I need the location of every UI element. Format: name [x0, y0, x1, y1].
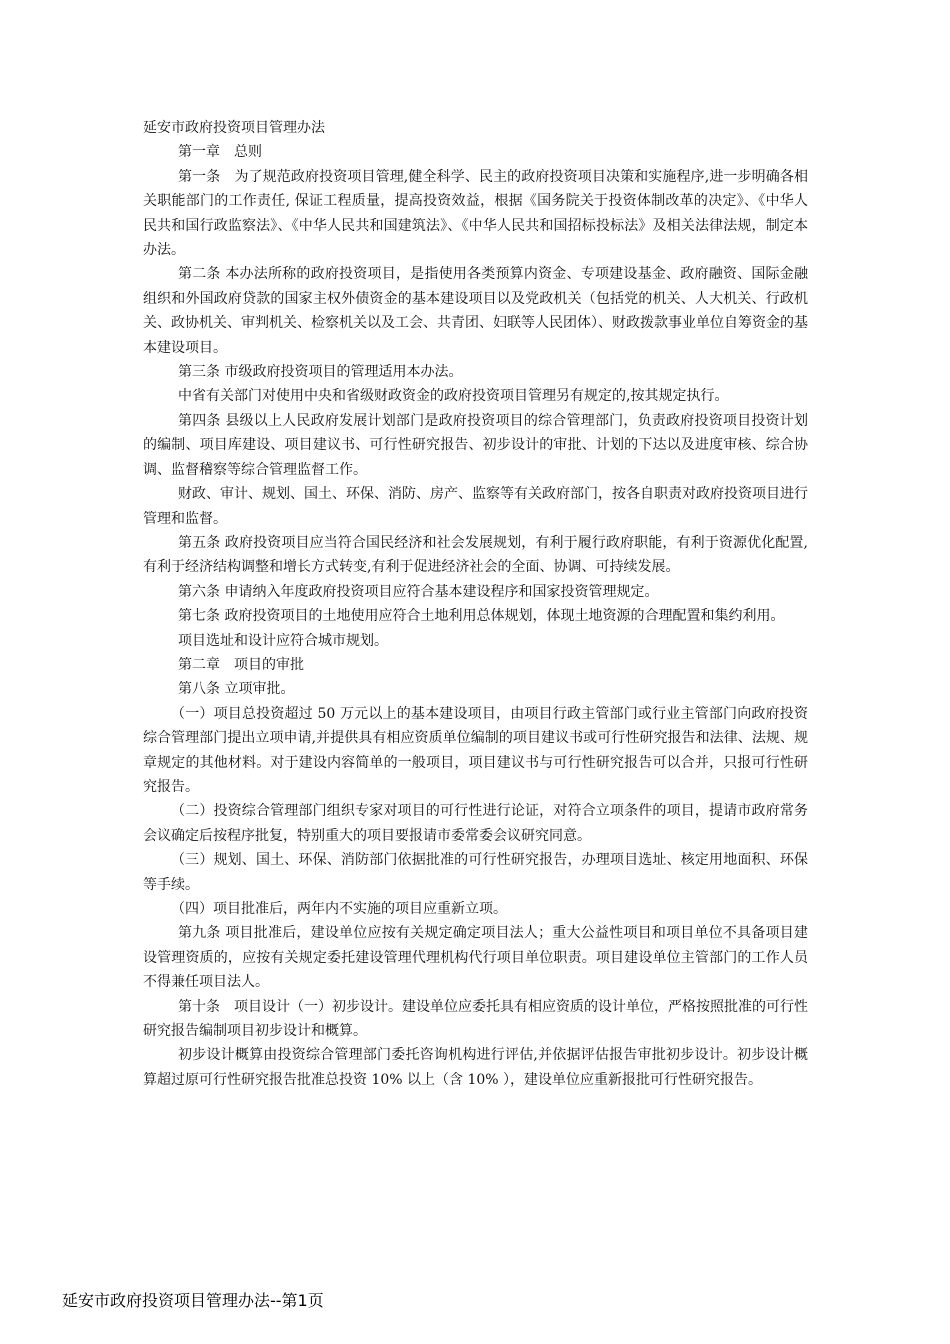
- paragraph: 初步设计概算由投资综合管理部门委托咨询机构进行评估,并依据评估报告审批初步设计。初步设计概算超过原可行性研究报告批准总投资 10% 以上（含 10% ），建设单位应重新报批可行性研究报告。: [143, 1047, 808, 1088]
- page-footer: 延安市政府投资项目管理办法--第1页: [62, 1291, 324, 1310]
- paragraph: 第八条 立项审批。: [178, 681, 295, 698]
- paragraph: 第五条 政府投资项目应当符合国民经济和社会发展规划，有利于履行政府职能，有利于资源优化配置,有利于经济结构调整和增长方式转变,有利于促进经济社会的全面、协调、可持续发展。: [143, 534, 808, 576]
- paragraph: 第六条 申请纳入年度政府投资项目应符合基本建设程序和国家投资管理规定。: [178, 583, 659, 600]
- document-title: 延安市政府投资项目管理办法: [143, 120, 325, 136]
- paragraph: 第三条 市级政府投资项目的管理适用本办法。: [178, 364, 463, 381]
- paragraph: 第一条 为了规范政府投资项目管理,健全科学、民主的政府投资项目决策和实施程序,进一步明确各相关职能部门的工作责任, 保证工程质量，提高投资效益，根据《国务院关于投资体制改革的决定》、《中华人民共和国行政监察法》、《中华人民共和国建筑法》、《中华人民共和国招标投标法》及相关法律法规，制定本办法。: [143, 168, 808, 259]
- paragraph: 第十条 项目设计（一）初步设计。建设单位应委托具有相应资质的设计单位，严格按照批准的可行性研究报告编制项目初步设计和概算。: [143, 998, 808, 1040]
- paragraph: 第九条 项目批准后，建设单位应按有关规定确定项目法人；重大公益性项目和项目单位不具备项目建设管理资质的，应按有关规定委托建设管理代理机构代行项目单位职责。项目建设单位主管部门的工作人员不得兼任项目法人。: [143, 925, 808, 991]
- paragraph: 财政、审计、规划、国土、环保、消防、房产、监察等有关政府部门，按各自职责对政府投资项目进行管理和监督。: [143, 486, 808, 527]
- paragraph: 中省有关部门对使用中央和省级财政资金的政府投资项目管理另有规定的,按其规定执行。: [178, 388, 729, 405]
- paragraph: 第二条 本办法所称的政府投资项目，是指使用各类预算内资金、专项建设基金、政府融资、国际金融组织和外国政府贷款的国家主权外债资金的基本建设项目以及党政机关（包括党的机关、人大机关、行政机关、政协机关、审判机关、检察机关以及工会、共青团、妇联等人民团体）、财政拨款事业单位自筹资金的基本建设项目。: [143, 266, 808, 356]
- paragraph: 第七条 政府投资项目的土地使用应符合土地利用总体规划，体现土地资源的合理配置和集约利用。: [178, 608, 785, 625]
- paragraph: 第四条 县级以上人民政府发展计划部门是政府投资项目的综合管理部门，负责政府投资项目投资计划的编制、项目库建设、项目建议书、可行性研究报告、初步设计的审批、计划的下达以及进度审核、综合协调、监督稽察等综合管理监督工作。: [143, 412, 808, 478]
- document-body: [143, 116, 808, 1092]
- paragraph: 项目选址和设计应符合城市规划。: [178, 632, 388, 649]
- paragraph: （二）投资综合管理部门组织专家对项目的可行性进行论证，对符合立项条件的项目，提请市政府常务会议确定后按程序批复，特别重大的项目要报请市委常委会议研究同意。: [143, 803, 808, 844]
- paragraph: （三）规划、国土、环保、消防部门依据批准的可行性研究报告，办理项目选址、核定用地面积、环保等手续。: [143, 852, 808, 893]
- chapter-heading: 第一章 总则: [178, 144, 262, 161]
- chapter-heading: 第二章 项目的审批: [178, 656, 304, 673]
- paragraph: （一）项目总投资超过 50 万元以上的基本建设项目，由项目行政主管部门或行业主管部门向政府投资综合管理部门提出立项申请,并提供具有相应资质单位编制的项目建议书或可行性研究报告和法律、法规、规章规定的其他材料。对于建设内容简单的一般项目，项目建议书与可行性研究报告可以合并，只报可行性研究报告。: [143, 705, 808, 795]
- paragraph: （四）项目批准后，两年内不实施的项目应重新立项。: [171, 901, 507, 917]
